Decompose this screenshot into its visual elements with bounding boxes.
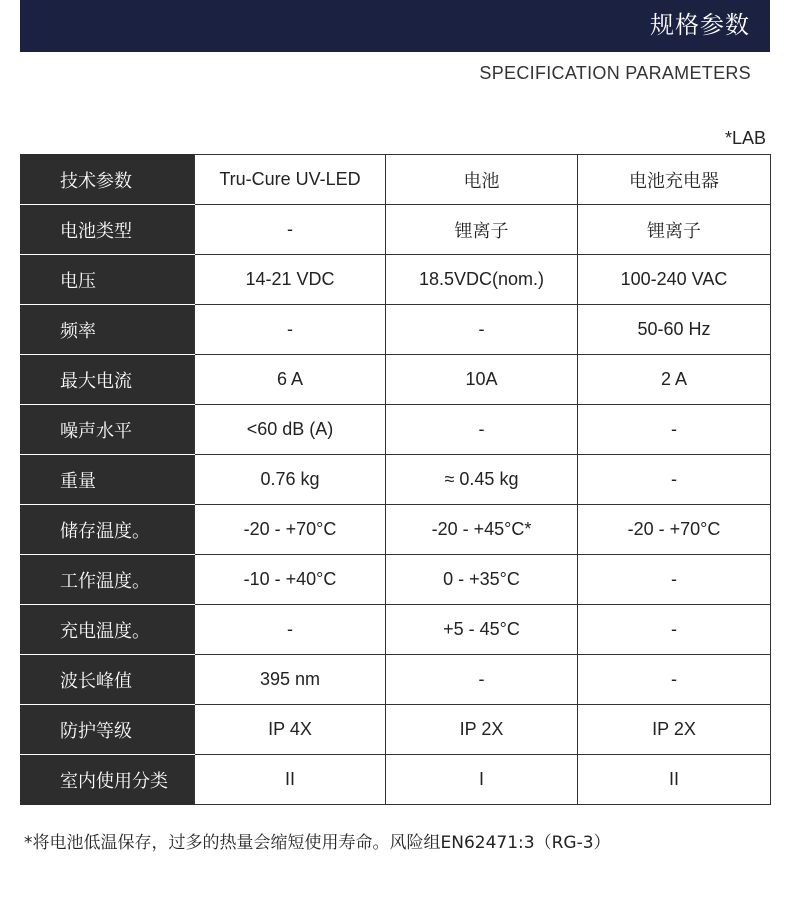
table-cell: 395 nm: [195, 655, 386, 705]
table-cell: 锂离子: [386, 205, 578, 255]
table-cell: -: [386, 655, 578, 705]
table-cell: IP 2X: [578, 705, 771, 755]
table-cell: 18.5VDC(nom.): [386, 255, 578, 305]
table-cell: 100-240 VAC: [578, 255, 771, 305]
table-cell: 10A: [386, 355, 578, 405]
table-cell: -: [195, 205, 386, 255]
table-cell: ≈ 0.45 kg: [386, 455, 578, 505]
table-cell: IP 4X: [195, 705, 386, 755]
table-cell: +5 - 45°C: [386, 605, 578, 655]
table-cell: -: [578, 405, 771, 455]
table-cell: -: [578, 555, 771, 605]
table-row: [21, 605, 771, 655]
row-label: 充电温度。: [21, 605, 195, 655]
table-cell: -: [578, 605, 771, 655]
table-cell: IP 2X: [386, 705, 578, 755]
table-row: [21, 405, 771, 455]
table-cell: -: [578, 455, 771, 505]
table-header-row: [21, 155, 771, 205]
column-header-parameter: 技术参数: [21, 155, 195, 205]
table-row: [21, 555, 771, 605]
table-cell: -: [386, 405, 578, 455]
table-cell: -: [386, 305, 578, 355]
table-cell: 2 A: [578, 355, 771, 405]
row-label: 工作温度。: [21, 555, 195, 605]
table-cell: I: [386, 755, 578, 805]
table-cell: -20 - +70°C: [578, 505, 771, 555]
table-cell: II: [578, 755, 771, 805]
table-cell: -: [195, 605, 386, 655]
table-cell: -20 - +45°C*: [386, 505, 578, 555]
page-subtitle: SPECIFICATION PARAMETERS: [479, 63, 751, 83]
row-label: 防护等级: [21, 705, 195, 755]
spec-table: [20, 154, 771, 805]
table-row: [21, 755, 771, 805]
table-cell: 0.76 kg: [195, 455, 386, 505]
row-label: 最大电流: [21, 355, 195, 405]
table-cell: 锂离子: [578, 205, 771, 255]
table-cell: 14-21 VDC: [195, 255, 386, 305]
lab-note: *LAB: [724, 128, 766, 148]
row-label: 室内使用分类: [21, 755, 195, 805]
row-label: 储存温度。: [21, 505, 195, 555]
row-label: 频率: [21, 305, 195, 355]
row-label: 波长峰值: [21, 655, 195, 705]
header-bar: [20, 0, 770, 52]
table-cell: -: [578, 655, 771, 705]
column-header-charger: 电池充电器: [578, 155, 771, 205]
table-cell: II: [195, 755, 386, 805]
table-cell: <60 dB (A): [195, 405, 386, 455]
row-label: 电池类型: [21, 205, 195, 255]
table-cell: 0 - +35°C: [386, 555, 578, 605]
page-title: 规格参数: [650, 11, 750, 39]
table-cell: -: [195, 305, 386, 355]
row-label: 电压: [21, 255, 195, 305]
table-row: [21, 305, 771, 355]
footnote: *将电池低温保存，过多的热量会缩短使用寿命。风险组EN62471:3（RG-3）: [24, 833, 611, 853]
table-cell: -20 - +70°C: [195, 505, 386, 555]
column-header-battery: 电池: [386, 155, 578, 205]
row-label: 重量: [21, 455, 195, 505]
table-cell: -10 - +40°C: [195, 555, 386, 605]
table-cell: 6 A: [195, 355, 386, 405]
table-row: [21, 705, 771, 755]
table-row: [21, 455, 771, 505]
table-row: [21, 355, 771, 405]
column-header-uv-led: Tru-Cure UV-LED: [195, 155, 386, 205]
table-row: [21, 205, 771, 255]
row-label: 噪声水平: [21, 405, 195, 455]
table-row: [21, 655, 771, 705]
table-row: [21, 505, 771, 555]
table-cell: 50-60 Hz: [578, 305, 771, 355]
table-row: [21, 255, 771, 305]
